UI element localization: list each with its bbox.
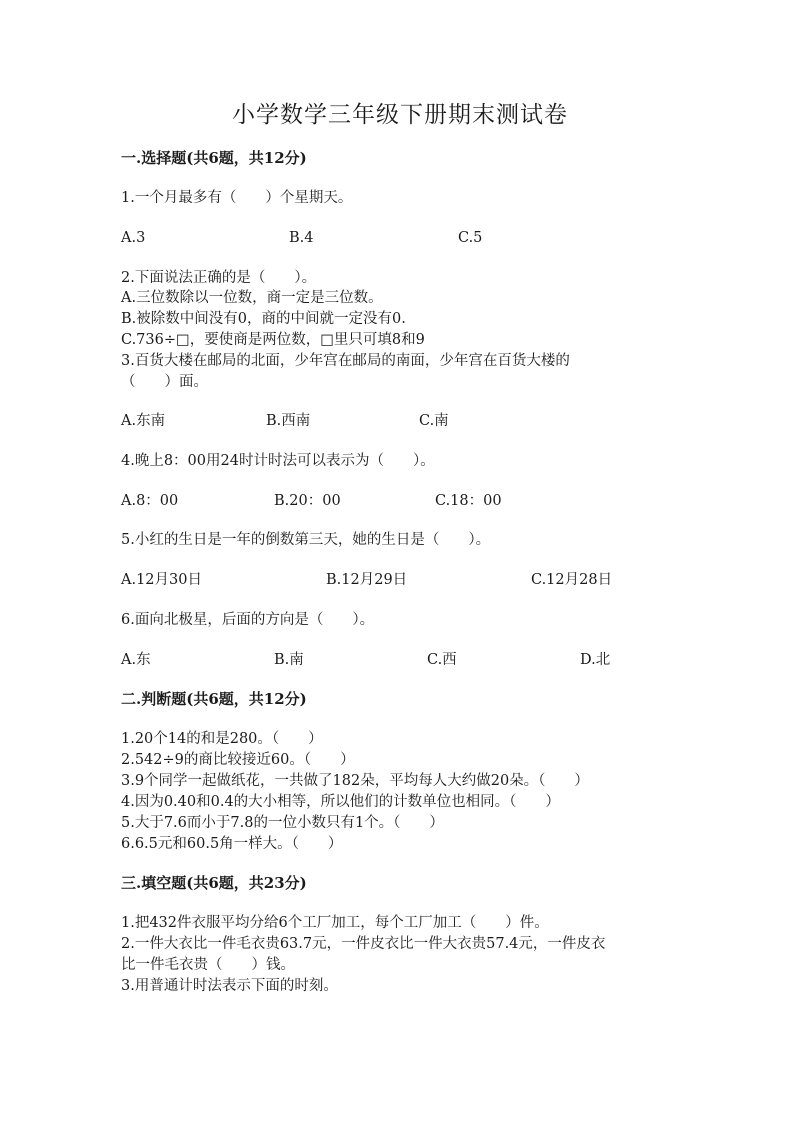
judgment-item-1: 1.20个14的和是280。（ ） [121,731,323,747]
section-heading-judgment: 二.判断题(共6题，共12分) [121,690,307,708]
fill-item-2-line1: 2.一件大衣比一件毛衣贵63.7元，一件皮衣比一件大衣贵57.4元，一件皮衣 [121,936,606,952]
judgment-item-2: 2.542÷9的商比较接近60。（ ） [121,752,355,768]
q6-option-a: A.东 [121,652,151,668]
section-heading-choice: 一.选择题(共6题，共12分) [121,149,307,167]
section-heading-fill-in: 三.填空题(共6题，共23分) [121,874,307,892]
page-title: 小学数学三年级下册期末测试卷 [232,102,568,128]
question-2: 2.下面说法正确的是（ ）。 [121,270,317,286]
q6-option-d: D.北 [580,652,611,668]
fill-item-1: 1.把432件衣服平均分给6个工厂加工，每个工厂加工（ ）件。 [121,915,549,931]
q4-option-a: A.8：00 [121,493,179,509]
q5-option-a: A.12月30日 [121,572,202,588]
q2-line-b: B.被除数中间没有0，商的中间就一定没有0. [121,311,406,327]
q3-option-c: C.南 [419,413,449,429]
judgment-item-3: 3.9个同学一起做纸花，一共做了182朵，平均每人大约做20朵。（ ） [121,773,589,789]
q5-option-c: C.12月28日 [531,572,613,588]
question-1: 1.一个月最多有（ ）个星期天。 [121,190,353,206]
q1-option-c: C.5 [458,230,483,246]
q6-option-b: B.南 [274,652,304,668]
question-3-line2: （ ）面。 [121,374,208,390]
judgment-item-4: 4.因为0.40和0.4的大小相等，所以他们的计数单位也相同。（ ） [121,794,560,810]
q4-option-c: C.18：00 [435,493,502,509]
q3-option-a: A.东南 [121,413,166,429]
q3-option-b: B.西南 [266,413,311,429]
fill-item-2-line2: 比一件毛衣贵（ ）钱。 [121,957,295,973]
q1-option-a: A.3 [121,230,146,246]
question-5: 5.小红的生日是一年的倒数第三天，她的生日是（ ）。 [121,532,491,548]
question-4: 4.晚上8：00用24时计时法可以表示为（ ）。 [121,453,435,469]
q2-line-a: A.三位数除以一位数，商一定是三位数。 [121,290,383,306]
fill-item-3: 3.用普通计时法表示下面的时刻。 [121,978,338,994]
q6-option-c: C.西 [427,652,457,668]
q2-line-c: C.736÷□，要使商是两位数，□里只可填8和9 [121,332,425,348]
q4-option-b: B.20：00 [274,493,341,509]
q5-option-b: B.12月29日 [326,572,408,588]
judgment-item-6: 6.6.5元和60.5角一样大。（ ） [121,836,343,852]
question-3-line1: 3.百货大楼在邮局的北面，少年宫在邮局的南面，少年宫在百货大楼的 [121,353,570,369]
q1-option-b: B.4 [289,230,314,246]
question-6: 6.面向北极星，后面的方向是（ ）。 [121,612,375,628]
judgment-item-5: 5.大于7.6而小于7.8的一位小数只有1个。（ ） [121,815,444,831]
